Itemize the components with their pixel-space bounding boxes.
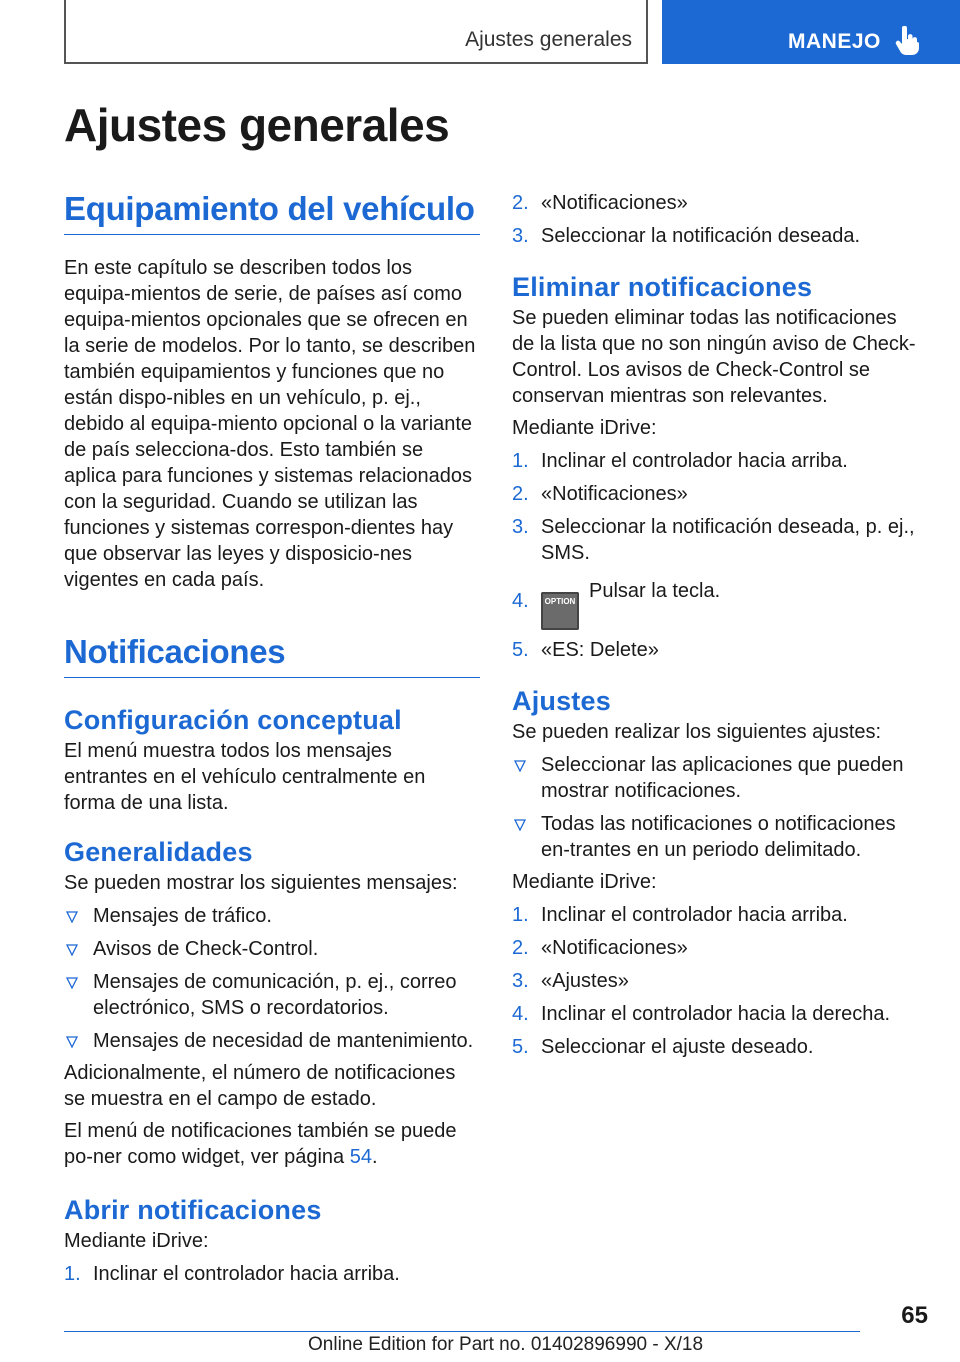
ajustes-list	[512, 752, 924, 863]
step-item: 1. Inclinar el controlador hacia arriba.	[512, 904, 848, 926]
generalidades-paragraph-3: El menú de notificaciones también se puede po-ner como widget, ver página 54.	[64, 1120, 457, 1168]
heading-ajustes: Ajustes	[512, 686, 611, 716]
eliminar-paragraph: Se pueden eliminar todas las notificaciones de la lista que no son ningún aviso de Check-Control. Los avisos de Check-Control se conservan mientras son relevantes.	[512, 307, 916, 407]
step-item: 1. Inclinar el controlador hacia arriba.	[512, 450, 848, 472]
heading-equipamiento: Equipamiento del vehículo	[64, 190, 480, 235]
step-item: 1. Inclinar el controlador hacia arriba.	[64, 1263, 400, 1285]
footer-edition: Online Edition for Part no. 01402896990 - X/18	[308, 1334, 704, 1355]
triangle-bullet-icon	[514, 819, 526, 831]
abrir-intro: Mediante iDrive:	[64, 1230, 209, 1252]
step-item: 3. Seleccionar la notificación deseada.	[512, 225, 861, 247]
heading-generalidades: Generalidades	[64, 837, 253, 867]
eliminar-intro: Mediante iDrive:	[512, 417, 657, 439]
step-item: 2. «Notificaciones»	[512, 192, 688, 214]
heading-notificaciones: Notificaciones	[64, 633, 480, 678]
ajustes-intro-2: Mediante iDrive:	[512, 871, 657, 893]
step-item: 5. Seleccionar el ajuste deseado.	[512, 1036, 814, 1058]
header-chapter-label: MANEJO	[788, 30, 881, 53]
step-item: 5. «ES: Delete»	[512, 639, 659, 661]
page-link-54[interactable]: 54	[349, 1146, 372, 1168]
triangle-bullet-icon	[514, 760, 526, 772]
step-item: 3. «Ajustes»	[512, 970, 629, 992]
ajustes-steps	[512, 902, 924, 1060]
abrir-steps-continued	[512, 190, 924, 249]
step-item: 2. «Notificaciones»	[512, 483, 688, 505]
left-column	[64, 190, 480, 1287]
step-item: 3. Seleccionar la notificación deseada, p. ej., SMS.	[512, 516, 915, 564]
list-item: Mensajes de tráfico.	[64, 903, 480, 929]
page-number: 65	[901, 1302, 928, 1329]
heading-abrir-notificaciones: Abrir notificaciones	[64, 1195, 322, 1225]
heading-eliminar-notificaciones: Eliminar notificaciones	[512, 272, 813, 302]
step-item: 4. OPTION Pulsar la tecla.	[512, 578, 924, 630]
abrir-steps	[64, 1261, 480, 1287]
right-column	[512, 190, 924, 1060]
equipamiento-paragraph: En este capítulo se describen todos los equipa-mientos de serie, de países así como equipa-mientos opcionales que se ofrecen en la serie de modelos. Por lo tanto, se describen también equipamientos y funciones que no están dispo-nibles en un vehículo, p. ej., debido al equipa-miento opcional o la variante de país selecciona-dos. Esto también se aplica para funciones y sistemas relacionados con la seguridad. Cuando se utilizan las funciones y sistemas correspon-dientes hay que observar las leyes y disposicio-nes vigentes en cada país.	[64, 257, 476, 591]
triangle-bullet-icon	[66, 977, 78, 989]
list-item: Todas las notificaciones o notificaciones en-trantes en un periodo delimitado.	[512, 811, 924, 863]
configuracion-paragraph: El menú muestra todos los mensajes entrantes en el vehículo centralmente en forma de una lista.	[64, 740, 426, 814]
triangle-bullet-icon	[66, 1036, 78, 1048]
triangle-bullet-icon	[66, 944, 78, 956]
step-item: 4. Inclinar el controlador hacia la derecha.	[512, 1003, 891, 1025]
list-item: Mensajes de necesidad de mantenimiento.	[64, 1028, 480, 1054]
list-item: Avisos de Check-Control.	[64, 936, 480, 962]
heading-configuracion: Configuración conceptual	[64, 705, 402, 735]
step-item: 2. «Notificaciones»	[512, 937, 688, 959]
triangle-bullet-icon	[66, 911, 78, 923]
generalidades-paragraph-2: Adicionalmente, el número de notificaciones se muestra en el campo de estado.	[64, 1062, 456, 1110]
option-key-icon: OPTION	[541, 592, 579, 630]
header-section-box	[64, 0, 648, 64]
list-item: Seleccionar las aplicaciones que pueden mostrar notificaciones.	[512, 752, 924, 804]
generalidades-intro: Se pueden mostrar los siguientes mensajes:	[64, 872, 458, 894]
list-item: Mensajes de comunicación, p. ej., correo electrónico, SMS o recordatorios.	[64, 969, 480, 1021]
header-section-title: Ajustes generales	[465, 28, 632, 51]
ajustes-intro: Se pueden realizar los siguientes ajustes:	[512, 721, 882, 743]
hand-pointer-icon	[894, 26, 920, 56]
page-title: Ajustes generales	[64, 99, 450, 151]
generalidades-list	[64, 903, 480, 1054]
footer-divider	[64, 1331, 860, 1332]
eliminar-steps	[512, 448, 924, 663]
